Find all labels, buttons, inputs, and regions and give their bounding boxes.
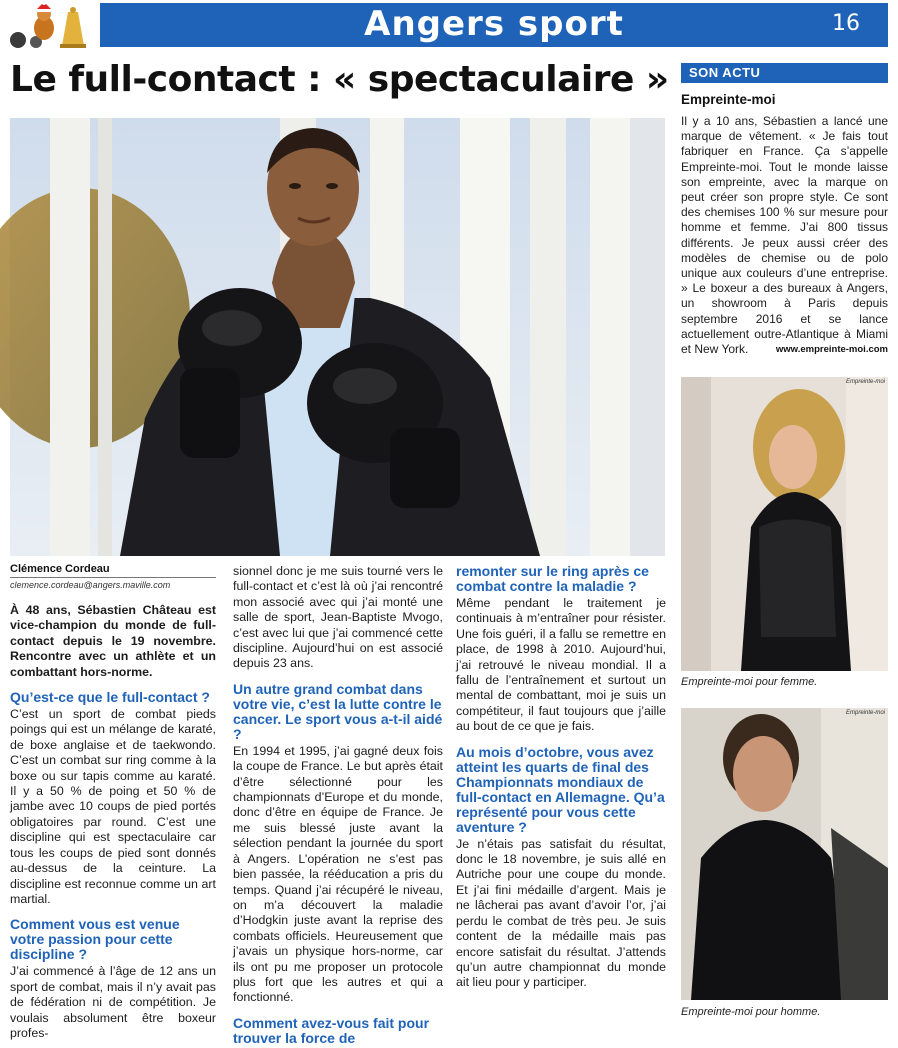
caption-man: Empreinte-moi pour homme. bbox=[681, 1006, 821, 1018]
question-4-part-2: remonter sur le ring après ce combat contre la maladie ? bbox=[456, 563, 649, 594]
section-banner bbox=[100, 3, 888, 47]
brand-website-link[interactable]: www.empreinte-moi.com bbox=[775, 344, 888, 355]
article-headline: Le full-contact : « spectaculaire » bbox=[10, 59, 669, 100]
answer-1: C’est un sport de combat pieds poings qui est un mélange de karaté, de boxe anglaise et de taekwondo. C’est un combat sur ring comme à la boxe ou sur tapis comme au karaté. Il y a 50 % de poing et 50 % de jambe avec 10 coups de pied portés obligatoires par round. C’est une discipline qui est spectaculaire car tous les coups de pied sont donnés au-dessus de la ceinture. La discipline est reconnue comme un art martial. bbox=[10, 707, 216, 906]
question-1: Qu’est-ce que le full-contact ? bbox=[10, 689, 210, 706]
article-column-2 bbox=[233, 564, 443, 1048]
sidebar-text: Il y a 10 ans, Sébastien a lancé une marque de vêtement. « Je fais tout fabriquer en France. Ça s’appelle Empreinte-moi. Tout le monde laisse son empreinte, avec la marque on peut créer son propre style. Ce sont des chemises 100 % sur mesure pour homme et femme. J’ai 800 tissus différents. Je peux aussi créer des modèles de chemise ou de polo unique aux couleurs d’une entreprise. » Le boxeur a des bureaux à Angers, un showroom à Paris depuis septembre 2016 et se lance actuellement outre-Atlantique à Miami et New York. bbox=[681, 114, 888, 357]
page-header bbox=[0, 0, 898, 52]
question-3: Un autre grand combat dans votre vie, c’est la lutte contre le cancer. Le sport vous a-t-il aidé ? bbox=[233, 680, 443, 742]
article-column-1 bbox=[10, 603, 216, 1047]
question-2: Comment vous est venue votre passion pour cette discipline ? bbox=[10, 916, 180, 963]
boxer-portrait-photo bbox=[10, 118, 665, 556]
christmas-mascot-logo bbox=[4, 2, 96, 50]
photo-1-credit: Empreinte-moi bbox=[845, 379, 885, 385]
sidebar-label: SON ACTU bbox=[681, 63, 888, 83]
answer-4: Même pendant le traitement je continuais à m’entraîner pour résister. Une fois guéri, il a fallu se remettre en place, de 1998 à 2010. Aujourd’hui, j’ai retrouvé le niveau mondial. Il a fallu de l’entraînement et surtout un mental de combattant, moi je suis un compétiteur, il faut toujours que j’aille au bout de ce que je fais. bbox=[456, 596, 666, 734]
question-4-part-1: Comment avez-vous fait pour trouver la force de bbox=[233, 1014, 430, 1046]
article-lead: À 48 ans, Sébastien Château est vice-champion du monde de full-contact depuis le 19 novembre. Rencontre avec un athlète et un combattant hors-norme. bbox=[10, 603, 216, 679]
man-model-photo bbox=[681, 708, 888, 1000]
author-email[interactable]: clemence.cordeau@angers.maville.com bbox=[10, 580, 171, 590]
sidebar-subtitle: Empreinte-moi bbox=[681, 92, 776, 107]
answer-2-part-1: J’ai commencé à l’âge de 12 ans un sport de combat, mais il n’y avait pas de fédération ni de compétition. Je voulais absolument être boxeur profes- bbox=[10, 964, 216, 1040]
caption-woman: Empreinte-moi pour femme. bbox=[681, 676, 818, 688]
section-title: Angers sport bbox=[364, 4, 624, 44]
author-name: Clémence Cordeau bbox=[10, 563, 216, 578]
answer-2-part-2: sionnel donc je me suis tourné vers le full-contact et c’est là où j’ai rencontré mon associé avec qui j’ai monté une salle de sport, Jean-Baptiste Mvogo, c’est avec lui que j’ai commencé cette discipline. Aujourd’hui on est associé depuis 23 ans. bbox=[233, 564, 443, 671]
article-column-3 bbox=[456, 564, 666, 997]
page-number: 16 bbox=[832, 11, 860, 36]
woman-model-photo bbox=[681, 377, 888, 671]
byline bbox=[10, 563, 216, 590]
photo-2-credit: Empreinte-moi bbox=[845, 710, 885, 716]
answer-5: Je n’étais pas satisfait du résultat, donc le 18 novembre, je suis allé en Autriche pour une coupe du monde. Et j’ai fini médaille d’argent. Mais je ne lâcherai pas avant d’avoir l’or, j’ai perdu le combat de très peu. Je suis content de la médaille mais pas encore satisfait du résultat. J’attends qu’un autre championnat du monde ait lieu pour y participer. bbox=[456, 836, 666, 990]
question-5: Au mois d’octobre, vous avez atteint les quarts de final des Championnats mondiaux de full-contact en Allemagne. Qu’a représenté pour vous cette aventure ? bbox=[456, 743, 665, 835]
answer-3: En 1994 et 1995, j’ai gagné deux fois la coupe de France. Le but après était d’être sélectionné pour les championnats d’Europe et du monde, donc d’être en équipe de France. Je me suis blessé juste avant la sélection pendant la journée du sport à Angers. L’opération ne s’est pas bien passée, la rééducation a pris du temps. Quand j’ai récupéré le niveau, on m’a découvert la maladie d’Hodgkin juste avant la reprise des combats officiels. Heureusement que j’avais un physique hors-norme, car ils ont pu me proposer un protocole plus fort que les autres et qui a fonctionné. bbox=[233, 743, 443, 1005]
